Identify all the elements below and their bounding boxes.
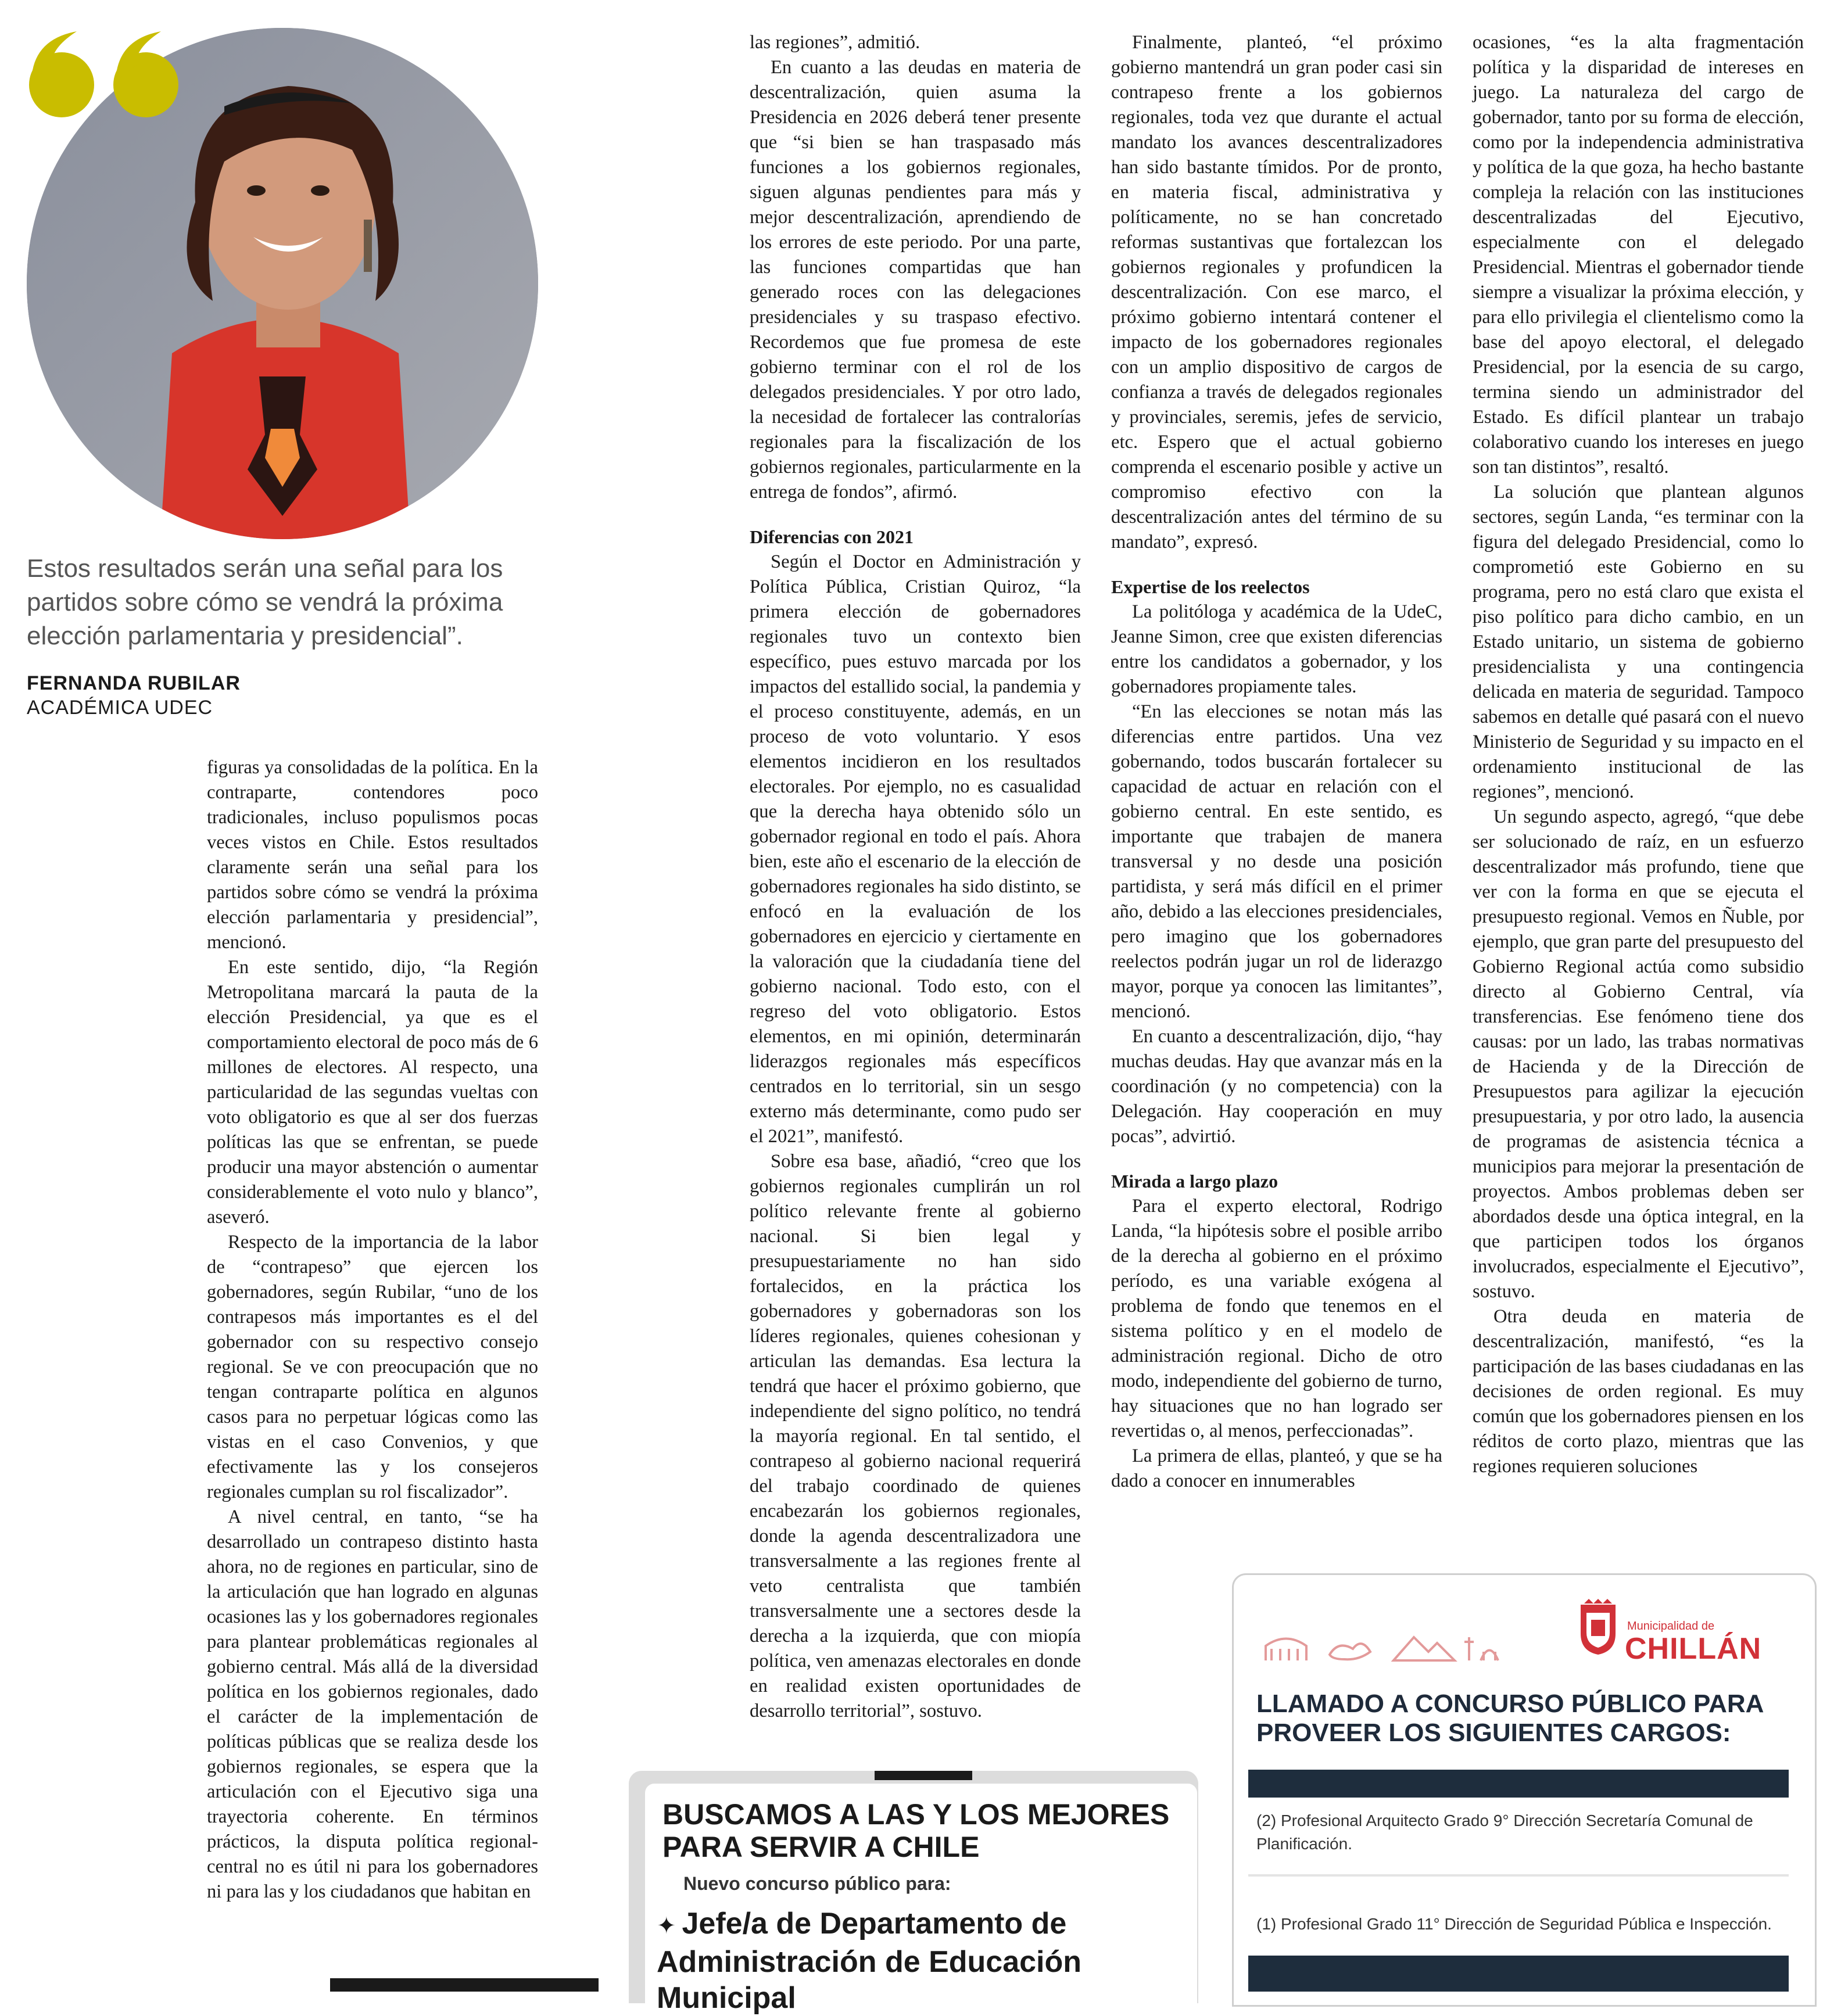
- ad-row-separator: [1248, 1770, 1789, 1798]
- ad-row-separator: [1248, 1874, 1789, 1877]
- quote-author-name: FERNANDA RUBILAR: [27, 672, 241, 694]
- paragraph: Para el experto electoral, Rodrigo Landa, “la hipótesis sobre el posible arribo de la derecha al gobierno en el próximo período, es una variable exógena al problema de fondo que tenemos en el sistema político y en el modelo de administración regional. Dicho de otro modo, independiente del gobierno de turno, hay situaciones que no han logrado ser revertidas o, al menos, perfeccionadas”.: [1111, 1196, 1442, 1441]
- article-column-1: [207, 755, 538, 1904]
- ad-top-tab: [875, 1771, 972, 1780]
- paragraph: figuras ya consolidadas de la política. En la contraparte, contendores poco tradicionales, incluso populismos pocas veces vistos en Chile. Estos resultados claramente serán una señal para los partidos sobre cómo se vendrá la próxima elección parlamentaria y presidencial”, mencionó.: [207, 757, 538, 953]
- municipal-ad-title: LLAMADO A CONCURSO PÚBLICO PARA PROVEER LOS SIGUIENTES CARGOS:: [1256, 1689, 1763, 1747]
- star-bullet-icon: ✦: [657, 1913, 676, 1939]
- paragraph: Finalmente, planteó, “el próximo gobierno mantendrá un gran poder casi sin contrapeso frente a los gobiernos regionales, toda vez que durante el actual mandato los avances descentralizadores han sido bastante tímidos. Por de pronto, en materia fiscal, administrativa y políticamente, no se han concretado reformas sustantivas que fortalezcan los gobiernos regionales y profundicen la descentralización. Con ese marco, el próximo gobierno intentará contener el impacto de los gobernadores regionales con un amplio dispositivo de cargos de confianza a través de delegados regionales y provinciales, seremis, jefes de servicio, etc. Espero que el actual gobierno comprenda el escenario posible y active un compromiso efectivo con la descentralización antes del término de su mandato”, expresó.: [1111, 32, 1442, 553]
- paragraph: Sobre esa base, añadió, “creo que los gobiernos regionales cumplirán un rol político relevante frente al gobierno nacional. Si bien legal y presupuestariamente no han sido fortalecidos, en la práctica los gobernadores y gobernadoras son los líderes regionales, quienes cohesionan y articulan las demandas. Esa lectura la tendrá que hacer el próximo gobierno, que independiente del signo político, no tendrá la mayoría regional. En tal sentido, el contrapeso al gobierno nacional requerirá del trabajo coordinado de quienes encabezarán los gobiernos regionales, donde la agenda descentralizadora une transversalmente a las regiones frente al veto centralista que también transversalmente une a sectores desde la derecha a la izquierda, que con miopía política, ven amenazas electorales en donde en realidad existen oportunidades de desarrollo territorial”, sostuvo.: [750, 1151, 1081, 1721]
- article-column-2: [750, 30, 1081, 1724]
- paragraph: ocasiones, “es la alta fragmentación política y la disparidad de intereses en juego. La naturaleza del cargo de gobernador, tanto por su forma de elección, como por la independencia administrativa y política de la que goza, ha hecho bastante compleja la relación con las instituciones descentralizadas del Ejecutivo, especialmente con el delegado Presidencial. Mientras el gobernador tiende siempre a visualizar la próxima elección, y para ello privilegia el clientelismo como la base del apoyo electoral, el delegado Presidencial, por la esencia de su cargo, termina siendo un administrador del Estado. Es difícil plantear un trabajo colaborativo cuando los intereses en juego son tan distintos”, resaltó.: [1473, 32, 1804, 478]
- subheading: Diferencias con 2021: [750, 526, 914, 547]
- city-landmarks-icon: [1260, 1626, 1510, 1666]
- position-row-1: (2) Profesional Arquitecto Grado 9° Dirección Secretaría Comunal de Planificación.: [1256, 1811, 1753, 1853]
- paragraph: “En las elecciones se notan más las diferencias entre partidos. Una vez gobernando, todos buscarán fortalecer su capacidad de actuar en relación con el gobierno central. En este sentido, es importante que trabajen de manera transversal y no desde una posición partidista, y será más difícil en el primer año, debido a las elecciones presidenciales, pero imagino que los gobernadores reelectos podrán jugar un rol de liderazgo mayor, porque ya conocen las limitantes”, mencionó.: [1111, 701, 1442, 1022]
- municipality-name: CHILLÁN: [1625, 1632, 1762, 1666]
- section-divider-bar: [330, 1978, 599, 1992]
- article-column-4: [1473, 30, 1804, 1479]
- job-ad-headline: BUSCAMOS A LAS Y LOS MEJORES PARA SERVIR A CHILE: [662, 1798, 1170, 1863]
- position-row-2: (1) Profesional Grado 11° Dirección de Seguridad Pública e Inspección.: [1256, 1915, 1772, 1933]
- paragraph: A nivel central, en tanto, “se ha desarrollado un contrapeso distinto hasta ahora, no de regiones en particular, sino de la articulación que han logrado en algunas ocasiones las y los gobernadores regionales para plantear problemáticas regionales al gobierno central. Más allá de la diversidad política en los gobiernos regionales, dado el carácter de la implementación de políticas públicas que se realiza desde los gobiernos regionales, se espera que la articulación con el Ejecutivo siga una trayectoria coherente. En términos prácticos, la disputa política regional-central no es útil ni para los gobernadores ni para las y los ciudadanos que habitan en: [207, 1506, 538, 1902]
- paragraph: La solución que plantean algunos sectores, según Landa, “es terminar con la figura del delegado Presidencial, como lo comprometió este Gobierno en su programa, pero no está claro que exista el piso político para dicho cambio, en un Estado unitario, un sistema de gobierno presidencialista y una contingencia delicada en materia de seguridad. Tampoco sabemos en detalle qué pasará con el nuevo Ministerio de Seguridad y su impacto en el ordenamiento institucional de las regiones”, mencionó.: [1473, 482, 1804, 802]
- paragraph: La politóloga y académica de la UdeC, Jeanne Simon, cree que existen diferencias entre los candidatos a gobernador, y los gobernadores propiamente tales.: [1111, 601, 1442, 697]
- article-column-3: [1111, 30, 1442, 1494]
- paragraph: La primera de ellas, planteó, y que se ha dado a conocer en innumerables: [1111, 1445, 1442, 1491]
- municipality-label: Municipalidad de: [1627, 1620, 1715, 1633]
- paragraph: Según el Doctor en Administración y Política Pública, Cristian Quiroz, “la primera elección de gobernadores regionales tuvo un contexto bien específico, pues estuvo marcada por los impactos del estallido social, la pandemia y el proceso constituyente, además, en un proceso de voto voluntario. Y esos elementos incidieron en los resultados electorales. Por ejemplo, no es casualidad que la derecha haya obtenido sólo un gobernador regional en todo el país. Ahora bien, este año el escenario de la elección de gobernadores regionales ha sido distinto, se enfocó en la evaluación de los gobernadores en ejercicio y ciertamente en la valoración que la ciudadanía tiene del gobierno nacional. Todo esto, con el regreso del voto obligatorio. Estos elementos, en mi opinión, determinarán liderazgos regionales más específicos centrados en lo territorial, sin un sesgo externo más determinante, como pudo ser el 2021”, manifestó.: [750, 551, 1081, 1147]
- pull-quote: Estos resultados serán una señal para los partidos sobre cómo se vendrá la próxima elección parlamentaria y presidencial”.: [27, 554, 503, 650]
- paragraph: En cuanto a descentralización, dijo, “hay muchas deudas. Hay que avanzar más en la coordinación (y no competencia) con la Delegación. Hay cooperación en muy pocas”, advirtió.: [1111, 1026, 1442, 1147]
- subheading: Mirada a largo plazo: [1111, 1171, 1278, 1192]
- job-ad-position-text: Jefe/a de Departamento de Administración de Educación Municipal: [657, 1907, 1082, 2015]
- job-ad-position: [657, 1906, 1180, 2016]
- quote-author-role: ACADÉMICA UDEC: [27, 697, 213, 719]
- paragraph: En cuanto a las deudas en materia de descentralización, quien asuma la Presidencia en 2026 deberá tener presente que “si bien se han traspasado más funciones a los gobiernos regionales, siguen algunas pendientes para más y mejor descentralización, aprendiendo de los errores de este periodo. Por una parte, las funciones compartidas que han generado roces con las delegaciones presidenciales y su traspaso efectivo. Recordemos que fue promesa de este gobierno terminar con el rol de los delegados presidenciales. Y por otro lado, la necesidad de fortalecer las contralorías regionales para la fiscalización de los gobiernos regionales, particularmente en la entrega de fondos”, afirmó.: [750, 57, 1081, 503]
- paragraph: Otra deuda en materia de descentralización, manifestó, “es la participación de las bases ciudadanas en las decisiones de orden regional. Es muy común que los gobernadores piensen en los réditos de corto plazo, mientras que las regiones requieren soluciones: [1473, 1306, 1804, 1477]
- paragraph: Respecto de la importancia de la labor de “contrapeso” que ejercen los gobernadores, según Rubilar, “uno de los contrapesos más importantes es el del gobernador con su respectivo consejo regional. Se ve con preocupación que no tengan contraparte política en algunos casos para no perpetuar lógicas como las vistas en el caso Convenios, y que efectivamente las y los consejeros regionales cumplan su rol fiscalizador”.: [207, 1232, 538, 1502]
- paragraph: Un segundo aspecto, agregó, “que debe ser solucionado de raíz, en un esfuerzo descentralizador más profundo, tiene que ver con la forma en que se ejecuta el presupuesto regional. Vemos en Ñuble, por ejemplo, que gran parte del presupuesto del Gobierno Regional actúa como subsidio directo al Gobierno Central, vía transferencias. Ese fenómeno tiene dos causas: por un lado, las trabas normativas de Hacienda y de la Dirección de Presupuestos para agilizar la ejecución presupuestaria, y por otro lado, la ausencia de programas de asistencia técnica a municipios para mejorar la presentación de proyectos. Ambos problemas deben ser abordados desde una óptica integral, en la que participen todos los órganos involucrados, especialmente el Ejecutivo”, sostuvo.: [1473, 806, 1804, 1302]
- municipal-crest-icon: [1576, 1599, 1620, 1657]
- paragraph: las regiones”, admitió.: [750, 32, 920, 53]
- subheading: Expertise de los reelectos: [1111, 576, 1310, 597]
- quotation-mark-icon: [27, 28, 184, 121]
- job-ad-subtitle: Nuevo concurso público para:: [683, 1873, 951, 1894]
- paragraph: En este sentido, dijo, “la Región Metropolitana marcará la pauta de la elección Presidencial, ya que es el comportamiento electoral de poco más de 6 millones de electores. Al respecto, una particularidad de las segundas vueltas con voto obligatorio es que al ser dos fuerzas políticas las que se enfrentan, se puede producir una mayor abstención o aumentar considerablemente el voto nulo y blanco”, aseveró.: [207, 957, 538, 1228]
- ad-row-separator: [1248, 1956, 1789, 1992]
